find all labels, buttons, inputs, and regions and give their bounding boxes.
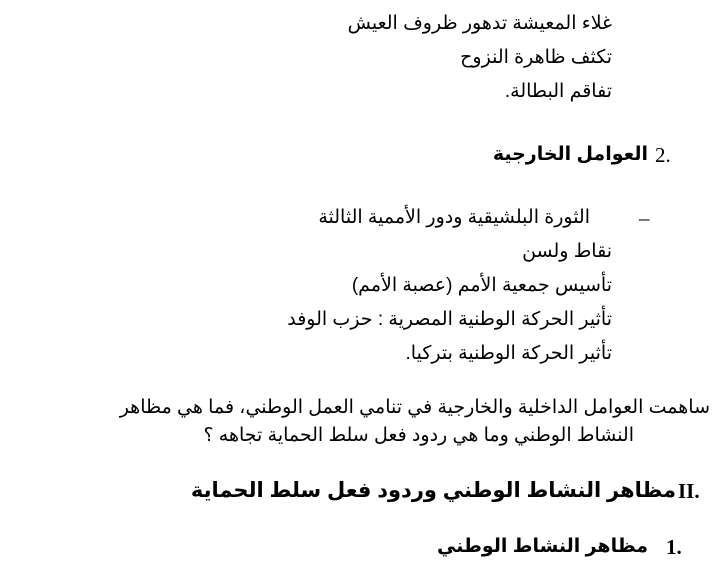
external-factor-item: نقاط ولسن: [522, 241, 612, 262]
external-factor-item: تأسيس جمعية الأمم (عصبة الأمم): [351, 275, 612, 296]
list-dash: –: [639, 206, 650, 230]
question-line: النشاط الوطني وما هي ردود فعل سلط الحماية تجاهه ؟: [203, 425, 634, 446]
question-line: ساهمت العوامل الداخلية والخارجية في تنامي العمل الوطني، فما هي مظاهر: [119, 397, 710, 418]
external-factor-item: تأثير الحركة الوطنية بتركيا.: [405, 343, 612, 364]
external-factors-number: 2.: [655, 143, 671, 167]
internal-factor-item: تفاقم البطالة.: [504, 81, 612, 102]
subsection-1-number: 1.: [666, 535, 682, 559]
internal-factor-item: غلاء المعيشة تدهور ظروف العيش: [347, 13, 612, 34]
section-ii-number: II.: [678, 479, 700, 503]
external-factor-item: تأثير الحركة الوطنية المصرية : حزب الوفد: [287, 309, 612, 330]
subsection-1-heading: مظاهر النشاط الوطني: [437, 536, 648, 557]
external-factors-heading: العوامل الخارجية: [492, 144, 648, 165]
internal-factor-item: تكثف ظاهرة النزوح: [460, 47, 612, 68]
section-ii-heading: مظاهر النشاط الوطني وردود فعل سلط الحماية: [190, 479, 676, 502]
external-factor-item: الثورة البلشيقية ودور الأممية الثالثة: [318, 207, 590, 228]
